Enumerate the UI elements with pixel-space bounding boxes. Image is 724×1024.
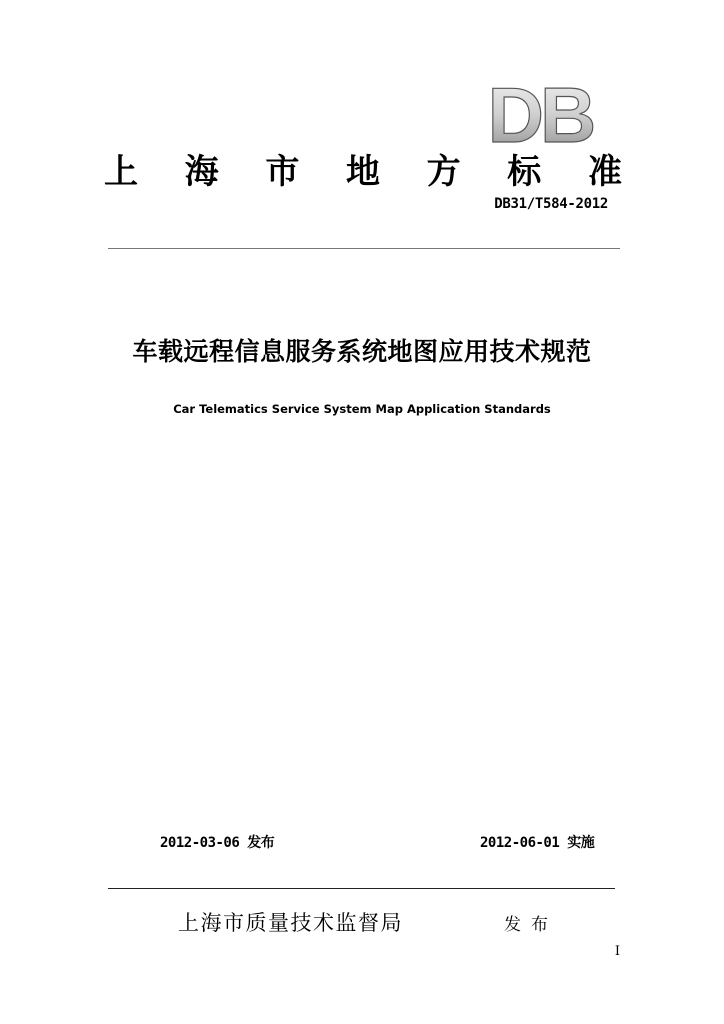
- document-title: 车载远程信息服务系统地图应用技术规范: [132, 337, 592, 366]
- publisher-name: 上海市质量技术监督局: [178, 911, 403, 935]
- standard-header-title: [104, 150, 622, 194]
- header-char: 方: [426, 152, 461, 192]
- standard-code: DB31/T584-2012: [494, 196, 608, 212]
- footer-divider: [108, 888, 615, 889]
- implementation-date: 2012-06-01 实施: [480, 835, 595, 851]
- header-divider: [108, 248, 620, 249]
- header-char: 标: [507, 152, 542, 192]
- header-char: 市: [265, 152, 300, 192]
- header-char: 上: [104, 152, 138, 192]
- issue-date: 2012-03-06 发布: [160, 835, 275, 851]
- header-char: 海: [184, 152, 219, 192]
- publish-label: 发布: [504, 915, 558, 935]
- db-logo: [478, 80, 598, 150]
- header-char: 地: [345, 152, 380, 192]
- page-number: I: [614, 944, 620, 959]
- svg-text:DB: DB: [487, 80, 593, 150]
- header-char: 准: [587, 152, 622, 192]
- document-subtitle: Car Telematics Service System Map Application Standards: [173, 402, 551, 416]
